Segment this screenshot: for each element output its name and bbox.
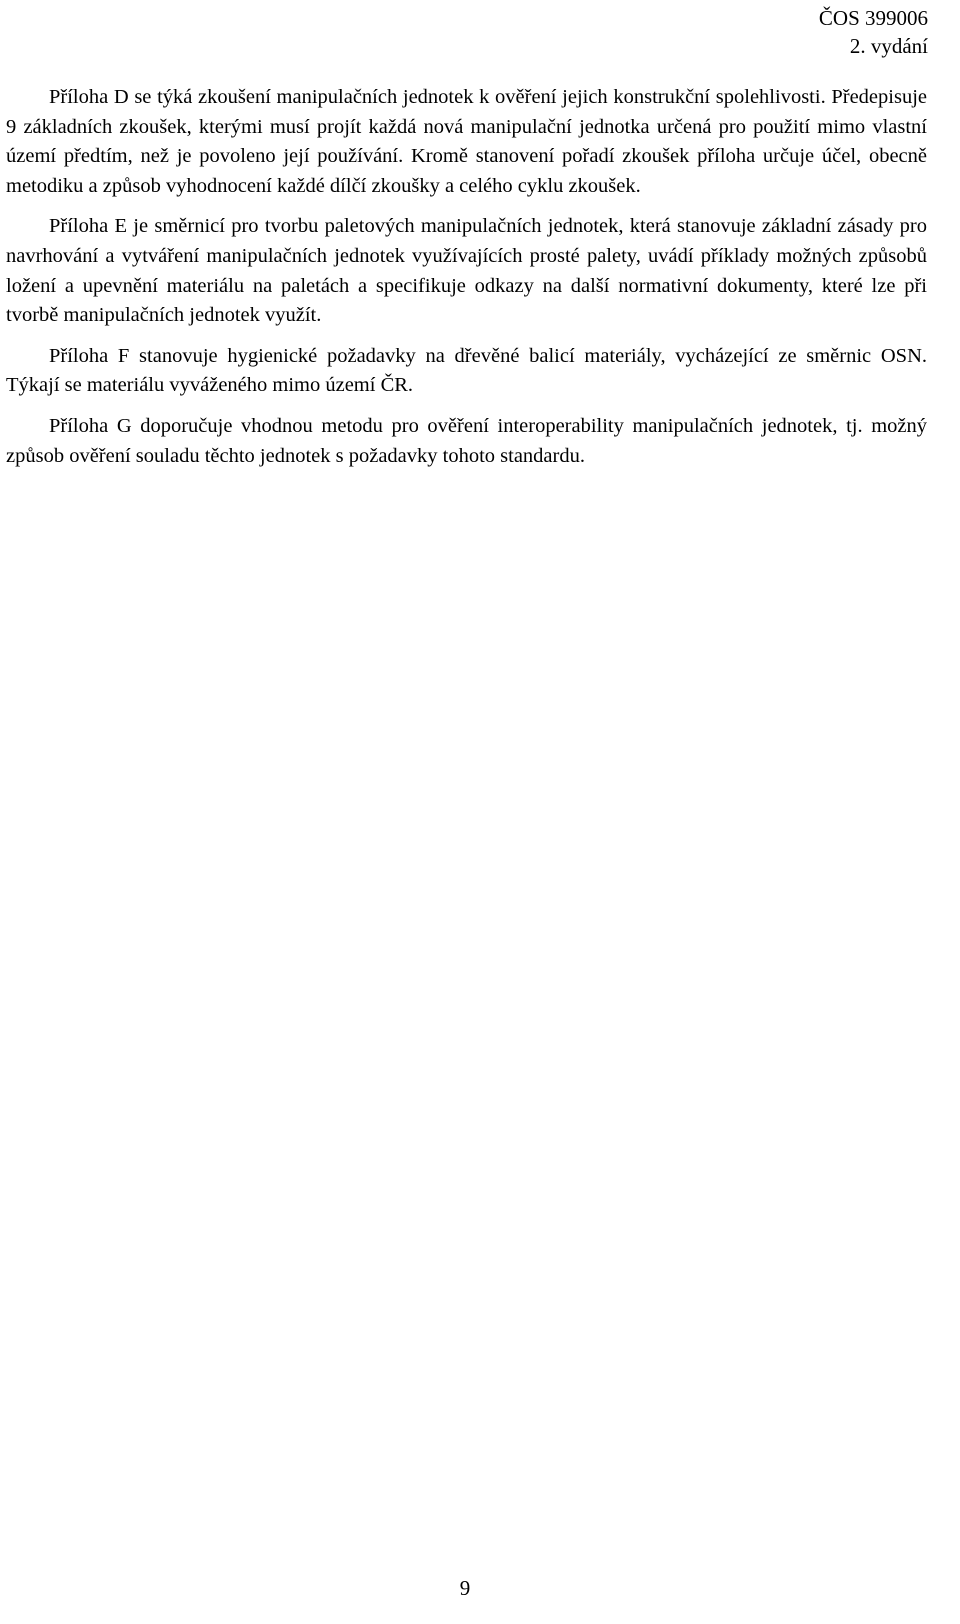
body-text: [6, 83, 927, 471]
paragraph-annex-f: Příloha F stanovuje hygienické požadavky na dřevěné balicí materiály, vycházející ze směrnic OSN. Týkají se materiálu vyváženého mimo území ČR.: [6, 344, 927, 397]
page-number: 9: [459, 1576, 471, 1600]
page-header: [819, 4, 928, 60]
paragraph-annex-g: Příloha G doporučuje vhodnou metodu pro ověření interoperability manipulačních jednotek, tj. možný způsob ověření souladu těchto jednotek s požadavky tohoto standardu.: [6, 414, 927, 467]
standard-number: ČOS 399006: [818, 6, 928, 30]
edition-label: 2. vydání: [849, 34, 928, 58]
paragraph-annex-d: Příloha D se týká zkoušení manipulačních jednotek k ověření jejich konstrukční spolehlivosti. Předepisuje 9 základních zkoušek, kterými musí projít každá nová manipulační jednotka určená pro použití mimo vlastní území předtím, než je povoleno její používání. Kromě stanovení pořadí zkoušek příloha určuje účel, obecně metodiku a způsob vyhodnocení každé dílčí zkoušky a celého cyklu zkoušek.: [6, 86, 927, 197]
paragraph-annex-e: Příloha E je směrnicí pro tvorbu paletových manipulačních jednotek, která stanovuje základní zásady pro navrhování a vytváření manipulačních jednotek využívajících prosté palety, uvádí příklady možných způsobů ložení a upevnění materiálu na paletách a specifikuje odkazy na další normativní dokumenty, které lze při tvorbě manipulačních jednotek využít.: [6, 215, 927, 327]
